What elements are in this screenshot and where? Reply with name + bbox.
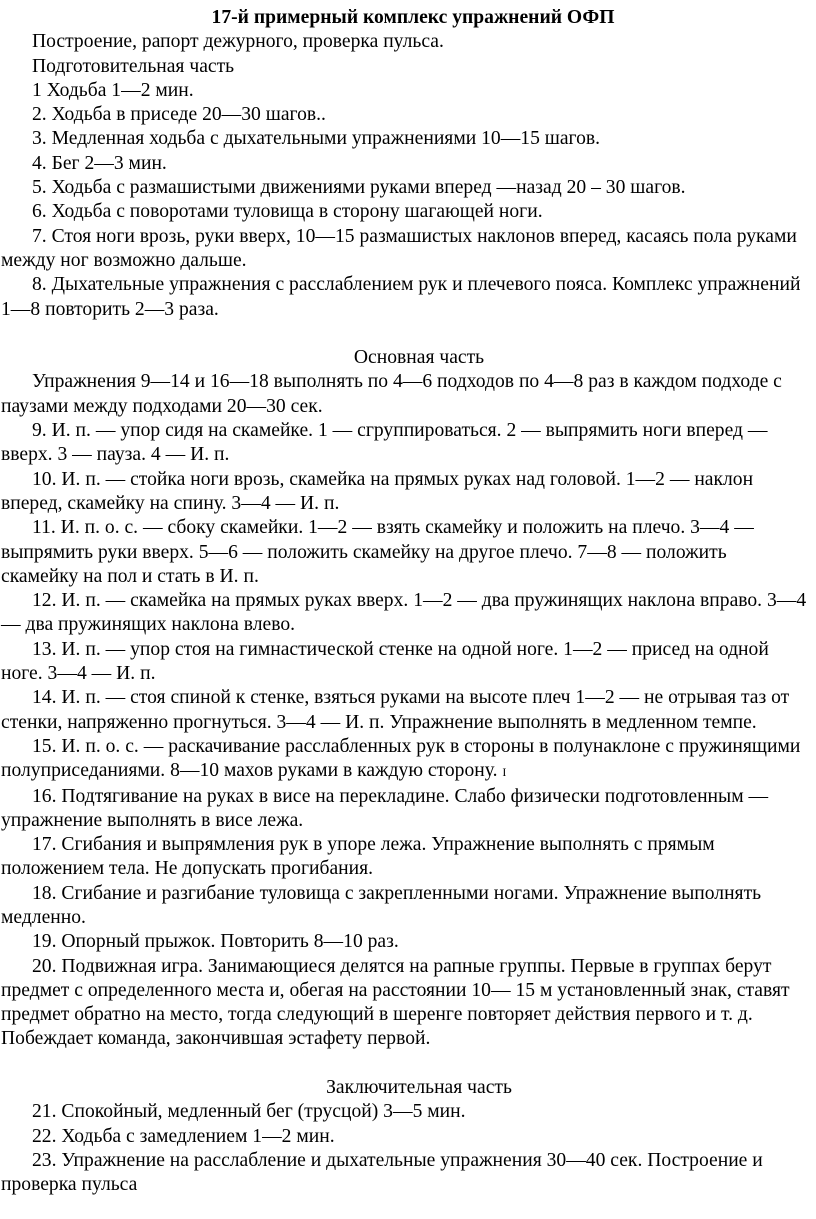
prep-item: 2. Ходьба в приседе 20—30 шагов..: [32, 104, 326, 126]
final-item: 21. Спокойный, медленный бег (трусцой) 3—5 мин.: [32, 1101, 466, 1123]
spacer: [1, 322, 807, 346]
main-item: 14. И. п. — стоя спиной к стенке, взяться руками на высоте плеч 1—2 — не отрывая таз от стенки, напряженно прогнуться. 3—4 — И. п. Упражнение выполнять в медленном темпе.: [1, 687, 790, 733]
main-item: 17. Сгибания и выпрямления рук в упоре лежа. Упражнение выполнять с прямым положением тела. Не допускать прогибания.: [1, 834, 715, 880]
main-item-15-tail: I: [502, 765, 507, 780]
main-item: 10. И. п. — стойка ноги врозь, скамейка на прямых руках над головой. 1—2 — наклон вперед, скамейку на спину. 3—4 — И. п.: [1, 468, 754, 514]
final-item: 23. Упражнение на расслабление и дыхательные упражнения 30—40 сек. Построение и проверка пульса: [1, 1149, 763, 1196]
main-item: 11. И. п. о. с. — сбоку скамейки. 1—2 — взять скамейку и положить на плечо. 3—4 — выпрямить руки вверх. 5—6 — положить скамейку на другое плечо. 7—8 — положить скамейку на пол и стать в И. п.: [1, 517, 754, 587]
main-item: 12. И. п. — скамейка на прямых руках вверх. 1—2 — два пружинящих наклона вправо. 3—4 — два пружинящих наклона влево.: [1, 590, 807, 636]
prep-item: 5. Ходьба с размашистыми движениями руками вперед —назад 20 – 30 шагов.: [32, 177, 686, 199]
prep-heading: Подготовительная часть: [32, 55, 235, 77]
main-item: 13. И. п. — упор стоя на гимнастической стенке на одной ноге. 1—2 — присед на одной ноге. 3—4 — И. п.: [1, 638, 769, 685]
prep-item: 8. Дыхательные упражнения с расслаблением рук и плечевого пояса. Комплекс упражнений 1—8 повторить 2—3 раза.: [1, 274, 801, 320]
main-item: 19. Опорный прыжок. Повторить 8—10 раз.: [32, 931, 399, 953]
prep-item: 4. Бег 2—3 мин.: [32, 152, 167, 174]
main-item: 16. Подтягивание на руках в висе на перекладине. Слабо физически подготовленным — упражнение выполнять в висе лежа.: [1, 785, 769, 831]
main-note: Упражнения 9—14 и 16—18 выполнять по 4—6 подходов по 4—8 раз в каждом подходе с паузами между подходами 20—30 сек.: [1, 371, 782, 417]
main-item: 9. И. п. — упор сидя на скамейке. 1 — сгруппироваться. 2 — выпрямить ноги вперед — вверх. 3 — пауза. 4 — И. п.: [1, 420, 768, 466]
final-heading: Заключительная часть: [326, 1077, 512, 1099]
main-heading: Основная часть: [353, 347, 485, 369]
prep-item: 3. Медленная ходьба с дыхательными упражнениями 10—15 шагов.: [32, 128, 601, 150]
final-item: 22. Ходьба с замедлением 1—2 мин.: [32, 1125, 335, 1147]
prep-item: 6. Ходьба с поворотами туловища в сторону шагающей ноги.: [32, 201, 543, 223]
main-item-15-text: 15. И. п. о. с. — раскачивание расслабленных рук в стороны в полунаклоне с пружинящими полуприседаниями. 8—10 махов руками в каждую сторону.: [1, 735, 801, 782]
document-title: 17-й примерный комплекс упражнений ОФП: [211, 7, 615, 28]
main-item: 18. Сгибание и разгибание туловища с закрепленными ногами. Упражнение выполнять медленно.: [1, 882, 762, 928]
prep-item: 7. Стоя ноги врозь, руки вверх, 10—15 размашистых наклонов вперед, касаясь пола руками между ног возможно дальше.: [1, 225, 797, 271]
spacer: [1, 1052, 807, 1076]
main-item-15: [1, 735, 807, 785]
main-item: 20. Подвижная игра. Занимающиеся делятся на рапные группы. Первые в группах берут предмет с определенного места и, обегая на расстоянии 10— 15 м установленный знак, ставят предмет обратно на место, тогда следующий в шеренге повторяет действия первого и т. д. Побеждает команда, закончившая эстафету первой.: [1, 955, 790, 1050]
prep-item: 1 Ходьба 1—2 мин.: [32, 79, 194, 101]
intro-line: Построение, рапорт дежурного, проверка пульса.: [32, 31, 444, 53]
